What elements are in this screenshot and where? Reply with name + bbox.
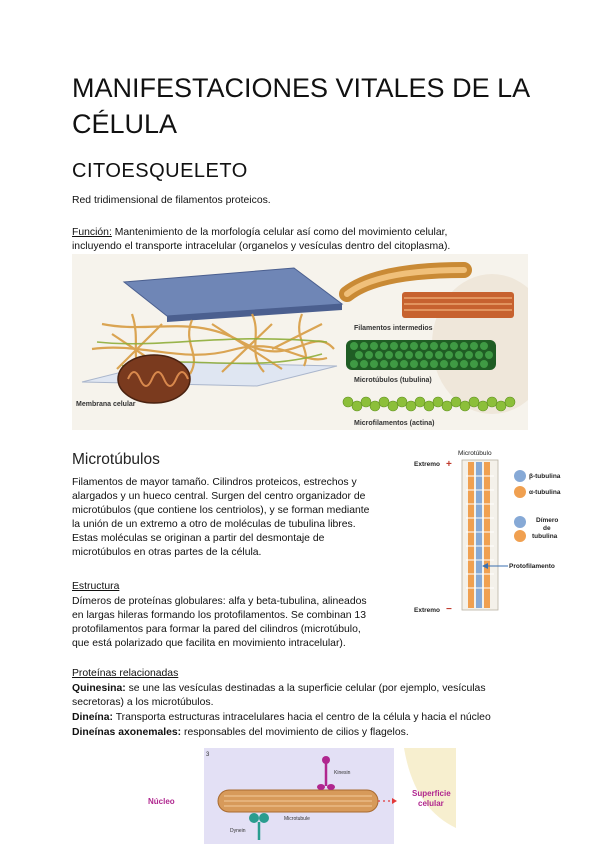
label-filamentos-intermedios: Filamentos intermedios: [354, 325, 433, 332]
microtubulos-line: Estas moléculas se originan a partir del desmontaje de: [72, 533, 325, 544]
label-membrana-celular: Membrana celular: [76, 401, 136, 408]
label-microtubule: Microtubule: [284, 816, 310, 822]
figure-number: 3: [206, 752, 210, 758]
section-title-citoesqueleto: CITOESQUELETO: [72, 160, 248, 182]
legend-beta-tubulina: β-tubulina: [529, 473, 561, 480]
microtubulos-line: microtúbulos en otras partes de la célula.: [72, 547, 262, 558]
dineina-text: Transporta estructuras intracelulares hacia el centro de la célula y hacia el núcleo: [115, 712, 491, 723]
funcion-line1: [72, 226, 447, 240]
mitochondrion-illustration: [118, 355, 190, 403]
funcion-text-1: Mantenimiento de la morfología celular así como del movimiento celular,: [114, 227, 448, 238]
label-microtubulo: Microtúbulo: [458, 450, 492, 457]
label-kinesin: Kinesin: [334, 770, 351, 776]
label-superficie-2: celular: [418, 799, 444, 808]
proteinas-label: Proteínas relacionadas: [72, 668, 179, 679]
label-microtubulos: Microtúbulos (tubulina): [354, 377, 432, 384]
page-title: MANIFESTACIONES VITALES DE LA CÉLULA: [72, 73, 529, 139]
estructura-line: que está polarizado que facilita en movimiento intracelular).: [72, 638, 346, 649]
tubulin-dimer-column: [466, 462, 494, 608]
label-microfilamentos: Microfilamentos (actina): [354, 420, 435, 427]
legend-dimero-2: de: [543, 525, 551, 532]
microtubule-illustration: [346, 340, 496, 370]
microtubulos-line: alargados y un hueco central. Surgen del centro organizador de: [72, 491, 366, 502]
estructura-line: en largas hileras formando los protofilamentos. Se combinan 13: [72, 610, 366, 621]
estructura-line: protofilamentos para formar la pared del cilindros (microtúbulo,: [72, 624, 361, 635]
microtubulos-line: Filamentos de mayor tamaño. Cilindros proteicos, estrechos y: [72, 477, 357, 488]
cytoskeleton-figure: [72, 254, 528, 430]
minus-sign-icon: −: [446, 604, 452, 615]
estructura-label: Estructura: [72, 581, 120, 592]
dineina-line: [72, 711, 491, 725]
label-dynein: Dynein: [230, 828, 246, 834]
legend-dimero-1: Dímero: [536, 517, 559, 524]
axonemales-line: [72, 726, 409, 740]
quinesina-term: Quinesina:: [72, 683, 126, 694]
microtubulos-line: la unión de un extremo a otro de moléculas de tubulina libres.: [72, 519, 356, 530]
label-superficie-1: Superficie: [412, 789, 451, 798]
legend-alpha-tubulina: α-tubulina: [529, 489, 561, 496]
axonemales-term: Dineínas axonemales:: [72, 727, 182, 738]
microtubule-structure-figure: [408, 446, 568, 618]
quinesina-text1: se une las vesículas destinadas a la superficie celular (por ejemplo, vesículas: [128, 683, 486, 694]
section-title-microtubulos: Microtúbulos: [72, 451, 160, 468]
label-extremo-minus: Extremo: [414, 607, 441, 614]
quinesina-line1: [72, 682, 486, 696]
legend-dimero-3: tubulina: [532, 533, 558, 540]
intro-text: Red tridimensional de filamentos proteicos.: [72, 195, 271, 206]
microtubulos-line: microtúbulos (que contiene los centriolos), y se forman mediante: [72, 505, 370, 516]
label-protofilamento: Protofilamento: [509, 563, 555, 570]
plus-sign-icon: +: [446, 459, 452, 470]
label-extremo-plus: Extremo: [414, 461, 441, 468]
axonemales-text: responsables del movimiento de cilios y flagelos.: [184, 727, 409, 738]
funcion-label: Función:: [72, 227, 112, 238]
quinesina-line2: secretoras) a los microtúbulos.: [72, 697, 214, 708]
dineina-term: Dineína:: [72, 712, 113, 723]
label-nucleo: Núcleo: [148, 797, 175, 806]
funcion-line2: incluyendo el transporte intracelular (organelos y vesículas dentro del citoplasma).: [72, 241, 451, 252]
estructura-line: Dímeros de proteínas globulares: alfa y beta-tubulina, alineados: [72, 596, 367, 607]
motor-proteins-figure: [144, 748, 456, 844]
